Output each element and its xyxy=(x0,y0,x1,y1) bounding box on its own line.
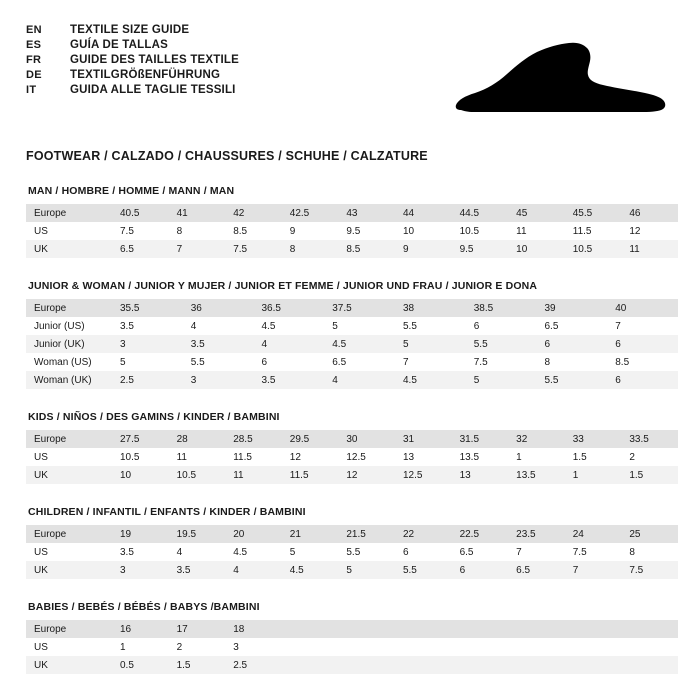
table-row xyxy=(26,317,678,335)
cell: 5.5 xyxy=(395,317,466,335)
cell: 38 xyxy=(395,299,466,317)
cell: 4 xyxy=(225,561,282,579)
cell: 28 xyxy=(169,430,226,448)
cell: 7.5 xyxy=(565,543,622,561)
cell: 6 xyxy=(466,317,537,335)
cell: 0.5 xyxy=(112,656,169,674)
cell: 3 xyxy=(112,561,169,579)
cell: 9 xyxy=(282,222,339,240)
cell: 44.5 xyxy=(452,204,509,222)
cell: 24 xyxy=(565,525,622,543)
cell: 38.5 xyxy=(466,299,537,317)
cell: 5 xyxy=(324,317,395,335)
cell: 2 xyxy=(621,448,678,466)
cell: 3.5 xyxy=(169,561,226,579)
cell: 1 xyxy=(565,466,622,484)
cell: 2.5 xyxy=(225,656,282,674)
cell: 29.5 xyxy=(282,430,339,448)
cell: 13 xyxy=(452,466,509,484)
cell: 33.5 xyxy=(621,430,678,448)
cell: 5 xyxy=(338,561,395,579)
table-row xyxy=(26,656,678,674)
table-row xyxy=(26,204,678,222)
cell: 27.5 xyxy=(112,430,169,448)
table-row xyxy=(26,561,678,579)
table-row xyxy=(26,448,678,466)
section-title: JUNIOR & WOMAN / JUNIOR Y MUJER / JUNIOR ET FEMME / JUNIOR UND FRAU / JUNIOR E DONA xyxy=(28,280,538,292)
cell: 11.5 xyxy=(282,466,339,484)
cell xyxy=(282,638,339,656)
cell: 1.5 xyxy=(565,448,622,466)
table-row xyxy=(26,543,678,561)
cell: 11 xyxy=(225,466,282,484)
cell: 5.5 xyxy=(537,371,608,389)
cell: 1.5 xyxy=(621,466,678,484)
cell: 11 xyxy=(508,222,565,240)
language-row xyxy=(26,24,239,36)
cell: 6 xyxy=(395,543,452,561)
cell: 43 xyxy=(338,204,395,222)
table-row xyxy=(26,638,678,656)
cell: 6.5 xyxy=(452,543,509,561)
cell: 3.5 xyxy=(112,543,169,561)
cell: 6 xyxy=(537,335,608,353)
cell: 21.5 xyxy=(338,525,395,543)
cell: 11.5 xyxy=(225,448,282,466)
cell: 8 xyxy=(537,353,608,371)
cell: 12 xyxy=(282,448,339,466)
cell: 6 xyxy=(607,335,678,353)
cell xyxy=(395,656,452,674)
table-row xyxy=(26,353,678,371)
cell xyxy=(338,620,395,638)
cell: 5 xyxy=(282,543,339,561)
cell xyxy=(395,638,452,656)
cell: 46 xyxy=(621,204,678,222)
cell xyxy=(452,620,509,638)
cell xyxy=(565,620,622,638)
page-header xyxy=(26,24,674,133)
row-label: Europe xyxy=(26,204,112,222)
cell xyxy=(395,620,452,638)
cell: 9.5 xyxy=(452,240,509,258)
cell: 7 xyxy=(508,543,565,561)
row-label: Europe xyxy=(26,525,112,543)
cell: 11 xyxy=(169,448,226,466)
cell: 7 xyxy=(169,240,226,258)
cell xyxy=(621,620,678,638)
cell: 2 xyxy=(169,638,226,656)
cell xyxy=(338,638,395,656)
cell: 17 xyxy=(169,620,226,638)
cell: 44 xyxy=(395,204,452,222)
cell: 39 xyxy=(537,299,608,317)
cell: 42 xyxy=(225,204,282,222)
row-label: Europe xyxy=(26,299,112,317)
size-table-man xyxy=(26,204,678,258)
cell: 1 xyxy=(508,448,565,466)
language-title: GUÍA DE TALLAS xyxy=(70,39,168,51)
cell: 3.5 xyxy=(183,335,254,353)
cell: 22.5 xyxy=(452,525,509,543)
row-label: UK xyxy=(26,466,112,484)
row-label: UK xyxy=(26,561,112,579)
cell: 18 xyxy=(225,620,282,638)
table-row xyxy=(26,299,678,317)
cell: 28.5 xyxy=(225,430,282,448)
cell: 4 xyxy=(169,543,226,561)
cell xyxy=(565,638,622,656)
table-row xyxy=(26,466,678,484)
section-kids xyxy=(26,411,674,484)
cell: 20 xyxy=(225,525,282,543)
cell: 8 xyxy=(169,222,226,240)
cell: 3 xyxy=(225,638,282,656)
table-row xyxy=(26,525,678,543)
cell: 4.5 xyxy=(254,317,325,335)
cell: 21 xyxy=(282,525,339,543)
section-babies xyxy=(26,601,674,674)
language-code: ES xyxy=(26,39,42,51)
cell: 33 xyxy=(565,430,622,448)
table-row xyxy=(26,620,678,638)
cell: 8.5 xyxy=(607,353,678,371)
cell: 5 xyxy=(395,335,466,353)
language-row xyxy=(26,69,239,81)
cell: 6.5 xyxy=(112,240,169,258)
cell: 3 xyxy=(112,335,183,353)
size-table-children xyxy=(26,525,678,579)
cell: 7.5 xyxy=(225,240,282,258)
cell: 10.5 xyxy=(112,448,169,466)
cell xyxy=(508,638,565,656)
cell: 9 xyxy=(395,240,452,258)
cell: 4 xyxy=(324,371,395,389)
cell: 7.5 xyxy=(466,353,537,371)
cell: 6.5 xyxy=(537,317,608,335)
language-code: DE xyxy=(26,69,42,81)
language-title-block xyxy=(26,24,239,96)
table-row xyxy=(26,430,678,448)
section-title: BABIES / BEBÉS / BÉBÉS / BABYS /BAMBINI xyxy=(28,601,260,613)
row-label: UK xyxy=(26,240,112,258)
cell: 7 xyxy=(395,353,466,371)
cell: 37.5 xyxy=(324,299,395,317)
language-code: FR xyxy=(26,54,42,66)
cell: 31 xyxy=(395,430,452,448)
cell: 7.5 xyxy=(621,561,678,579)
cell: 10 xyxy=(112,466,169,484)
category-heading: FOOTWEAR / CALZADO / CHAUSSURES / SCHUHE / CALZATURE xyxy=(26,149,428,163)
language-row xyxy=(26,84,239,96)
section-man xyxy=(26,185,674,258)
row-label: US xyxy=(26,543,112,561)
row-label: US xyxy=(26,222,112,240)
cell: 12 xyxy=(338,466,395,484)
cell: 12 xyxy=(621,222,678,240)
cell: 1.5 xyxy=(169,656,226,674)
cell: 45 xyxy=(508,204,565,222)
cell xyxy=(282,656,339,674)
cell: 3 xyxy=(183,371,254,389)
language-title: GUIDA ALLE TAGLIE TESSILI xyxy=(70,84,236,96)
cell: 40 xyxy=(607,299,678,317)
cell xyxy=(621,656,678,674)
cell: 40.5 xyxy=(112,204,169,222)
row-label: US xyxy=(26,448,112,466)
cell: 41 xyxy=(169,204,226,222)
cell: 4 xyxy=(254,335,325,353)
cell xyxy=(452,638,509,656)
cell: 12.5 xyxy=(338,448,395,466)
cell: 19 xyxy=(112,525,169,543)
row-label: Europe xyxy=(26,620,112,638)
cell: 5.5 xyxy=(395,561,452,579)
row-label: US xyxy=(26,638,112,656)
cell: 25 xyxy=(621,525,678,543)
cell: 5 xyxy=(112,353,183,371)
size-table-junior-woman xyxy=(26,299,678,389)
cell xyxy=(565,656,622,674)
section-title: KIDS / NIÑOS / DES GAMINS / KINDER / BAMBINI xyxy=(28,411,280,423)
cell: 10.5 xyxy=(452,222,509,240)
section-junior-woman xyxy=(26,280,674,389)
section-title: MAN / HOMBRE / HOMME / MANN / MAN xyxy=(28,185,235,197)
cell: 4.5 xyxy=(324,335,395,353)
cell: 22 xyxy=(395,525,452,543)
cell: 6 xyxy=(452,561,509,579)
cell: 5.5 xyxy=(466,335,537,353)
cell: 12.5 xyxy=(395,466,452,484)
cell: 32 xyxy=(508,430,565,448)
row-label: Junior (US) xyxy=(26,317,112,335)
cell: 31.5 xyxy=(452,430,509,448)
cell: 42.5 xyxy=(282,204,339,222)
cell: 5.5 xyxy=(338,543,395,561)
cell: 6 xyxy=(607,371,678,389)
cell: 13.5 xyxy=(452,448,509,466)
cell xyxy=(508,656,565,674)
cell: 10 xyxy=(508,240,565,258)
language-code: IT xyxy=(26,84,37,96)
language-title: TEXTILE SIZE GUIDE xyxy=(70,24,190,36)
cell xyxy=(452,656,509,674)
row-label: Europe xyxy=(26,430,112,448)
cell: 8 xyxy=(621,543,678,561)
cell: 16 xyxy=(112,620,169,638)
cell: 8.5 xyxy=(225,222,282,240)
language-title: GUIDE DES TAILLES TEXTILE xyxy=(70,54,239,66)
cell: 7.5 xyxy=(112,222,169,240)
cell: 45.5 xyxy=(565,204,622,222)
cell: 6.5 xyxy=(508,561,565,579)
cell: 8.5 xyxy=(338,240,395,258)
cell: 1 xyxy=(112,638,169,656)
cell: 7 xyxy=(565,561,622,579)
cell: 36 xyxy=(183,299,254,317)
cell: 4.5 xyxy=(282,561,339,579)
cell xyxy=(508,620,565,638)
row-label: UK xyxy=(26,656,112,674)
cell: 10.5 xyxy=(169,466,226,484)
cell: 11 xyxy=(621,240,678,258)
cell: 5 xyxy=(466,371,537,389)
cell: 4.5 xyxy=(225,543,282,561)
table-row xyxy=(26,335,678,353)
cell: 6 xyxy=(254,353,325,371)
cell: 11.5 xyxy=(565,222,622,240)
section-children xyxy=(26,506,674,579)
cell xyxy=(338,656,395,674)
language-row xyxy=(26,39,239,51)
section-title: CHILDREN / INFANTIL / ENFANTS / KINDER / BAMBINI xyxy=(28,506,306,518)
row-label: Woman (US) xyxy=(26,353,112,371)
cell: 6.5 xyxy=(324,353,395,371)
size-table-babies xyxy=(26,620,678,674)
row-label: Woman (UK) xyxy=(26,371,112,389)
dress-shoe-icon xyxy=(453,38,668,133)
cell: 2.5 xyxy=(112,371,183,389)
cell xyxy=(282,620,339,638)
table-row xyxy=(26,240,678,258)
cell: 5.5 xyxy=(183,353,254,371)
cell: 3.5 xyxy=(112,317,183,335)
cell xyxy=(621,638,678,656)
language-row xyxy=(26,54,239,66)
cell: 9.5 xyxy=(338,222,395,240)
cell: 23.5 xyxy=(508,525,565,543)
cell: 13 xyxy=(395,448,452,466)
cell: 30 xyxy=(338,430,395,448)
language-code: EN xyxy=(26,24,42,36)
cell: 19.5 xyxy=(169,525,226,543)
cell: 4 xyxy=(183,317,254,335)
table-row xyxy=(26,222,678,240)
table-row xyxy=(26,371,678,389)
cell: 36.5 xyxy=(254,299,325,317)
cell: 10.5 xyxy=(565,240,622,258)
language-title: TEXTILGRÖßENFÜHRUNG xyxy=(70,69,221,81)
cell: 7 xyxy=(607,317,678,335)
cell: 3.5 xyxy=(254,371,325,389)
cell: 35.5 xyxy=(112,299,183,317)
row-label: Junior (UK) xyxy=(26,335,112,353)
cell: 4.5 xyxy=(395,371,466,389)
cell: 8 xyxy=(282,240,339,258)
cell: 13.5 xyxy=(508,466,565,484)
size-table-kids xyxy=(26,430,678,484)
cell: 10 xyxy=(395,222,452,240)
